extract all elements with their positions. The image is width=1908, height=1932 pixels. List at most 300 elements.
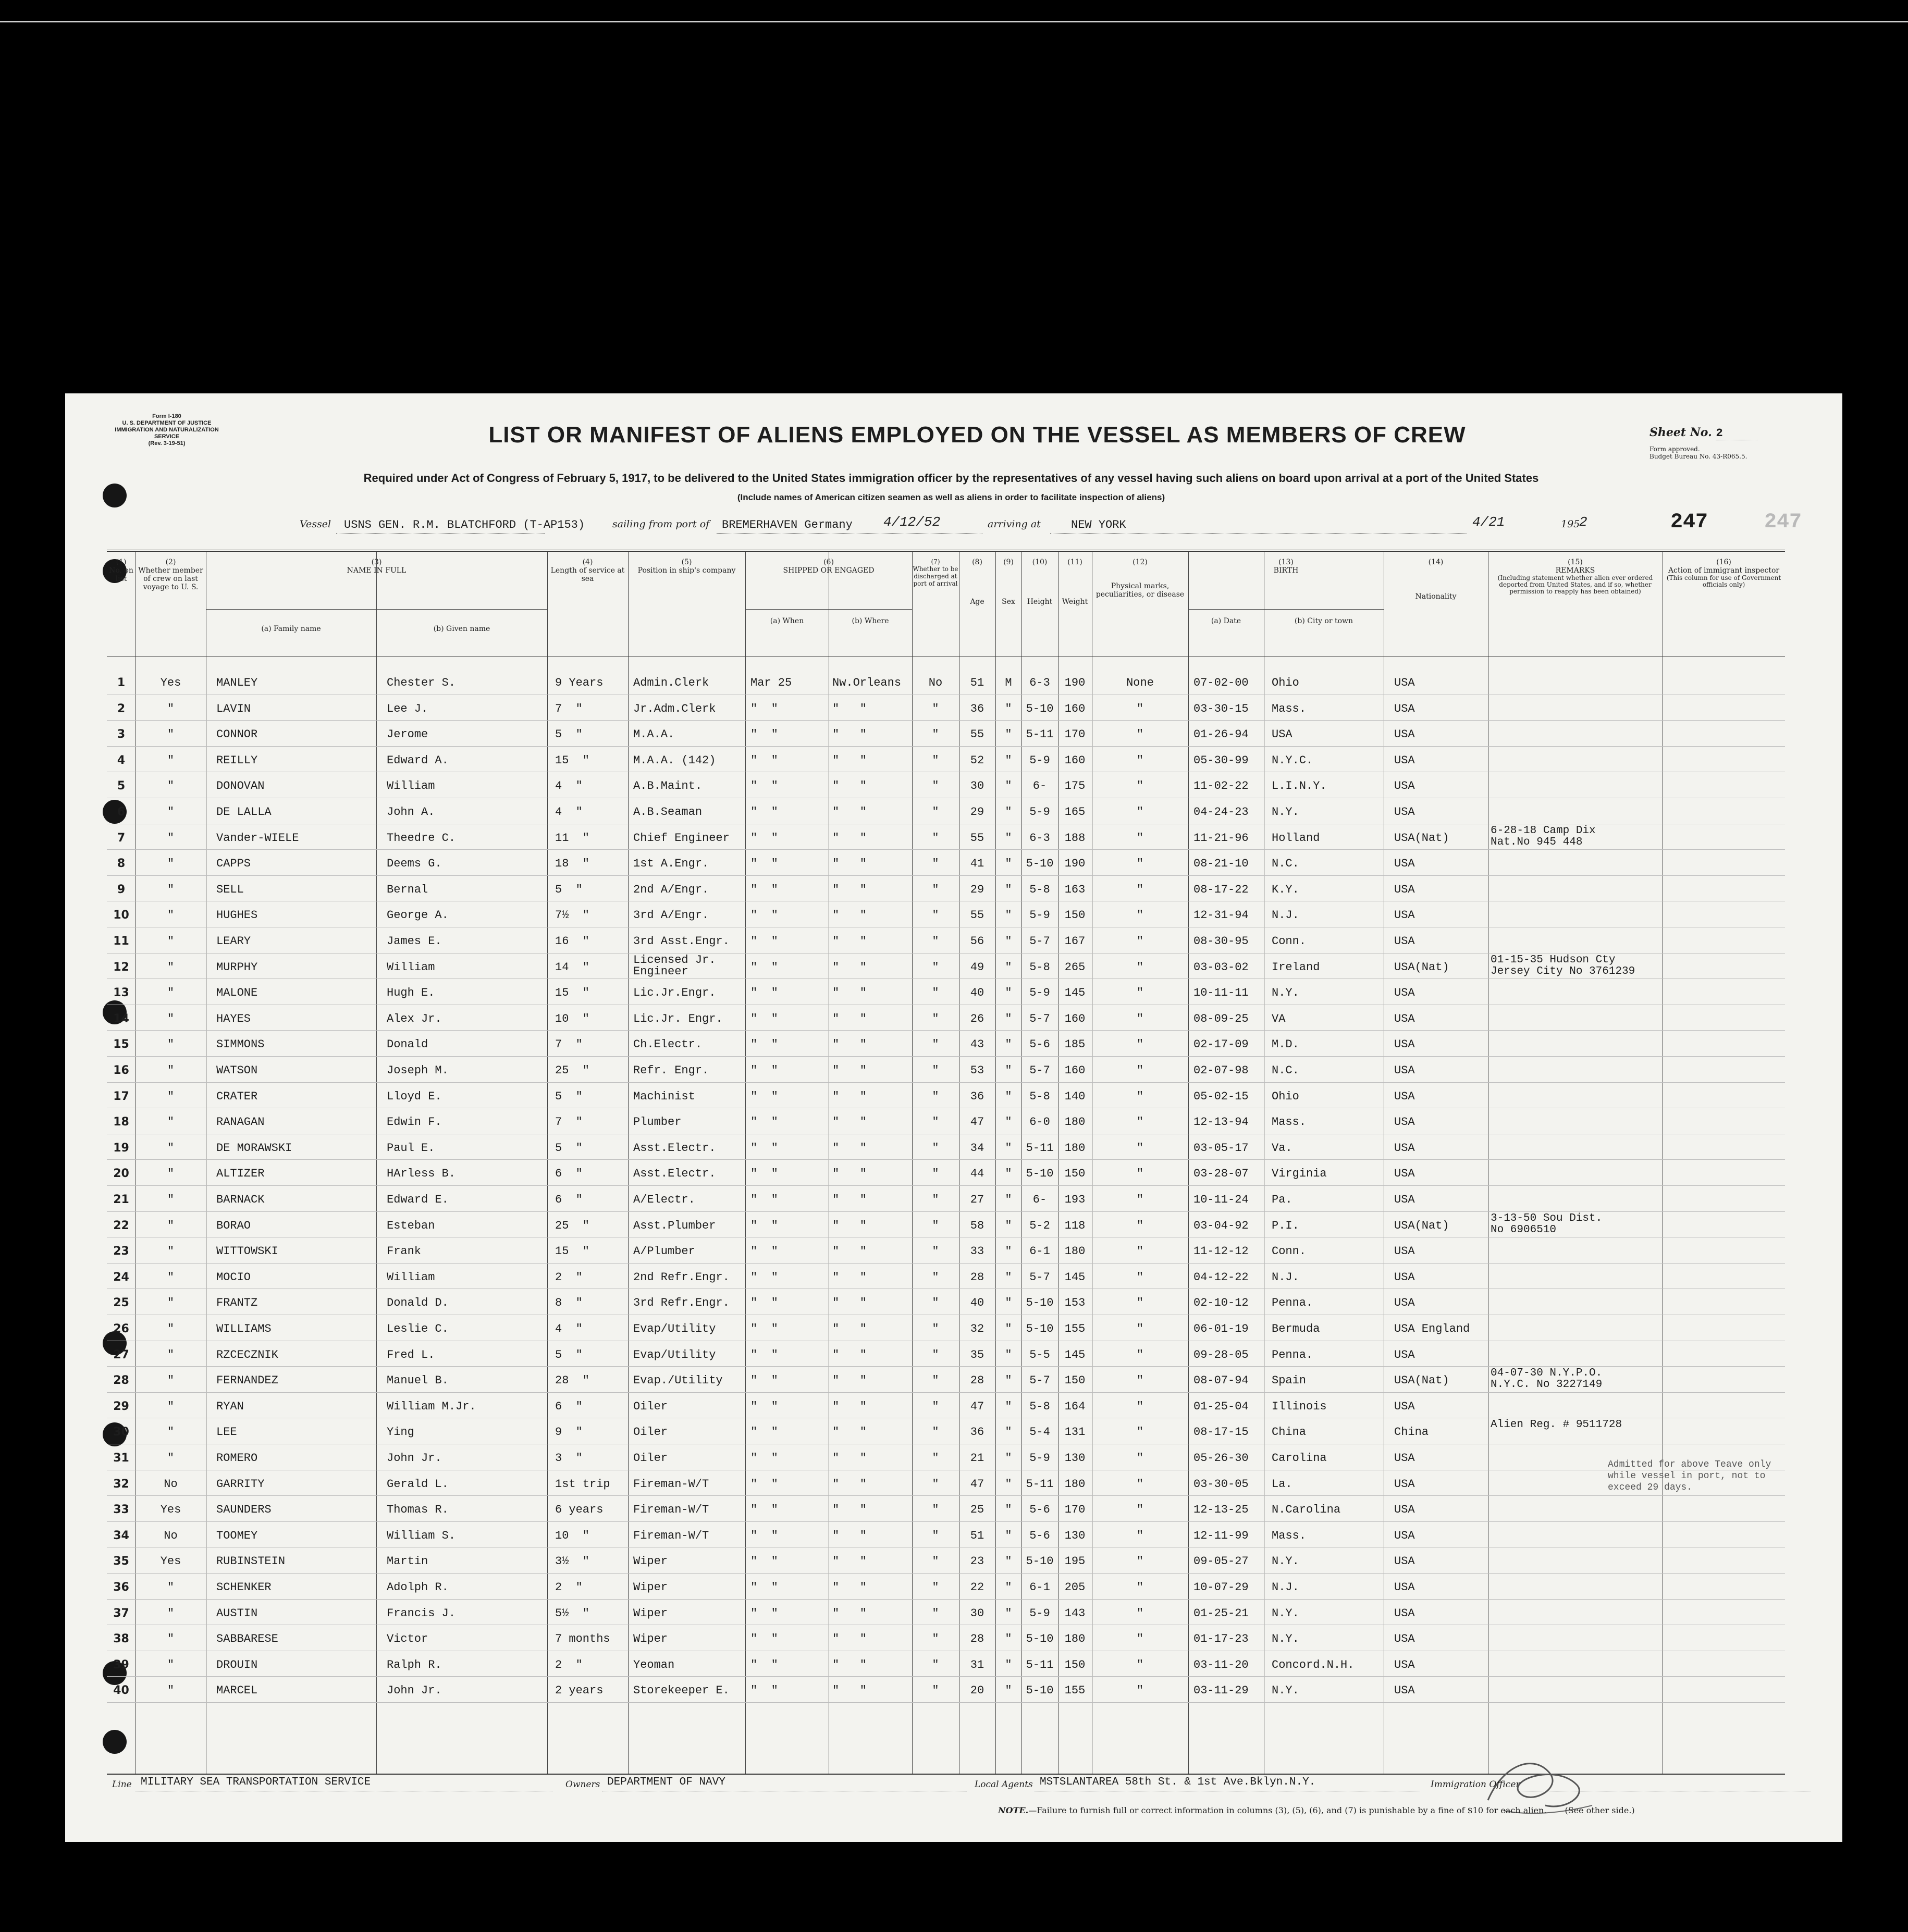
- cell-height: 5-5: [1029, 1348, 1050, 1361]
- cell-shipped-where: " ": [832, 1038, 867, 1051]
- cell-family-name: CAPPS: [216, 857, 251, 871]
- cell-height: 6-3: [1029, 831, 1050, 845]
- cell-birth-city: Ohio: [1272, 1089, 1299, 1103]
- cell-physical-marks: ": [1136, 1296, 1144, 1310]
- header-birth-date: (a) Date: [1211, 617, 1241, 625]
- cell-shipped-when: " ": [750, 960, 778, 974]
- cell-discharge: ": [932, 806, 939, 819]
- cell-discharge: ": [932, 1684, 939, 1698]
- cell-given-name: Esteban: [387, 1219, 435, 1232]
- cell-nationality: USA: [1394, 1012, 1415, 1025]
- table-row: [107, 1212, 1785, 1238]
- cell-nationality: USA(Nat): [1394, 831, 1449, 845]
- table-row: [107, 1237, 1785, 1264]
- cell-given-name: Lloyd E.: [387, 1089, 442, 1103]
- cell-weight: 145: [1064, 986, 1086, 1000]
- row-number: 26: [113, 1322, 129, 1335]
- cell-family-name: FRANTZ: [216, 1296, 258, 1310]
- cell-height: 6-0: [1029, 1116, 1050, 1129]
- cell-nationality: USA: [1394, 1167, 1415, 1181]
- cell-height: 6-3: [1029, 676, 1050, 689]
- cell-shipped-where: " ": [832, 1503, 867, 1517]
- cell-family-name: MOCIO: [216, 1270, 251, 1284]
- cell-sex: ": [1005, 753, 1012, 767]
- cell-physical-marks: None: [1126, 676, 1154, 689]
- cell-remarks: 04-07-30 N.Y.P.O. N.Y.C. No 3227149: [1491, 1367, 1603, 1391]
- cell-age: 47: [970, 1400, 984, 1413]
- cell-shipped-where: " ": [832, 1116, 867, 1129]
- cell-family-name: HUGHES: [216, 909, 258, 922]
- table-row: [107, 1651, 1785, 1677]
- cell-given-name: Chester S.: [387, 676, 456, 689]
- cell-position: M.A.A.: [633, 728, 675, 741]
- row-number: 37: [113, 1606, 129, 1620]
- cell-discharge: ": [932, 1012, 939, 1025]
- cell-birth-date: 03-30-15: [1193, 702, 1249, 715]
- header-given-name: (b) Given name: [433, 625, 490, 633]
- cell-physical-marks: ": [1136, 1684, 1144, 1698]
- cell-last-voyage: ": [167, 1426, 175, 1439]
- cell-nationality: USA: [1394, 779, 1415, 793]
- cell-given-name: William S.: [387, 1529, 456, 1542]
- header-position: (5) Position in ship's company: [637, 558, 736, 575]
- cell-family-name: DONOVAN: [216, 779, 265, 793]
- cell-discharge: ": [932, 1141, 939, 1155]
- cell-given-name: William: [387, 960, 435, 974]
- header-shipped-where: (b) Where: [852, 617, 889, 625]
- table-row: [107, 1600, 1785, 1626]
- cell-shipped-where: " ": [832, 1529, 867, 1542]
- cell-birth-city: Pa.: [1272, 1193, 1292, 1206]
- cell-shipped-when: " ": [750, 1632, 778, 1646]
- cell-last-voyage: Yes: [160, 676, 181, 689]
- table-row: [107, 1547, 1785, 1574]
- cell-age: 44: [970, 1167, 984, 1181]
- cell-sex: ": [1005, 1322, 1012, 1335]
- cell-birth-city: N.Y.: [1272, 1632, 1299, 1646]
- cell-service-length: 15 ": [555, 986, 590, 1000]
- crew-table: [107, 550, 1785, 1775]
- cell-discharge: ": [932, 986, 939, 1000]
- cell-given-name: Edwin F.: [387, 1116, 442, 1129]
- cell-service-length: 7 months: [555, 1632, 610, 1646]
- cell-service-length: 6 ": [555, 1400, 583, 1413]
- cell-last-voyage: ": [167, 1038, 175, 1051]
- cell-given-name: William: [387, 1270, 435, 1284]
- cell-given-name: Leslie C.: [387, 1322, 449, 1335]
- cell-height: 5-10: [1026, 1684, 1054, 1698]
- cell-age: 26: [970, 1012, 984, 1025]
- table-row: [107, 695, 1785, 721]
- cell-physical-marks: ": [1136, 1426, 1144, 1439]
- cell-weight: 143: [1064, 1606, 1086, 1620]
- header-birth-city: (b) City or town: [1294, 617, 1353, 625]
- cell-family-name: SIMMONS: [216, 1038, 265, 1051]
- cell-sex: ": [1005, 1167, 1012, 1181]
- cell-physical-marks: ": [1136, 831, 1144, 845]
- cell-last-voyage: ": [167, 1012, 175, 1025]
- cell-birth-city: Ireland: [1272, 960, 1320, 974]
- cell-sex: ": [1005, 1400, 1012, 1413]
- cell-shipped-when: " ": [750, 1348, 778, 1361]
- cell-shipped-where: " ": [832, 1400, 867, 1413]
- cell-last-voyage: ": [167, 831, 175, 845]
- cell-shipped-when: " ": [750, 1245, 778, 1258]
- cell-birth-date: 08-21-10: [1193, 857, 1249, 871]
- cell-physical-marks: ": [1136, 1632, 1144, 1646]
- cell-weight: 190: [1064, 857, 1086, 871]
- table-row: [107, 927, 1785, 953]
- cell-physical-marks: ": [1136, 1477, 1144, 1491]
- header-shipped-when: (a) When: [770, 617, 804, 625]
- cell-position: Chief Engineer: [633, 831, 730, 845]
- cell-height: 5-10: [1026, 1167, 1054, 1181]
- cell-height: 6-: [1032, 779, 1047, 793]
- cell-service-length: 10 ": [555, 1012, 590, 1025]
- cell-given-name: William M.Jr.: [387, 1400, 476, 1413]
- cell-given-name: Manuel B.: [387, 1374, 449, 1388]
- cell-physical-marks: ": [1136, 702, 1144, 715]
- cell-weight: 155: [1064, 1684, 1086, 1698]
- cell-age: 21: [970, 1452, 984, 1465]
- cell-birth-date: 09-28-05: [1193, 1348, 1249, 1361]
- cell-given-name: Theedre C.: [387, 831, 456, 845]
- cell-last-voyage: ": [167, 1245, 175, 1258]
- cell-birth-city: N.C.: [1272, 1064, 1299, 1077]
- row-number: 21: [113, 1193, 129, 1206]
- cell-family-name: LEARY: [216, 935, 251, 948]
- cell-physical-marks: ": [1136, 1581, 1144, 1594]
- cell-height: 5-11: [1026, 1658, 1054, 1671]
- cell-family-name: SABBARESE: [216, 1632, 278, 1646]
- cell-last-voyage: ": [167, 1193, 175, 1206]
- table-row: [107, 1186, 1785, 1212]
- cell-sex: ": [1005, 986, 1012, 1000]
- cell-discharge: ": [932, 857, 939, 871]
- cell-position: Admin.Clerk: [633, 676, 709, 689]
- cell-physical-marks: ": [1136, 857, 1144, 871]
- table-row: [107, 1083, 1785, 1109]
- cell-given-name: Ying: [387, 1426, 414, 1439]
- cell-height: 5-9: [1029, 1452, 1050, 1465]
- table-row: [107, 772, 1785, 798]
- table-row: [107, 747, 1785, 773]
- cell-shipped-where: " ": [832, 728, 867, 741]
- cell-height: 5-9: [1029, 1606, 1050, 1620]
- cell-age: 25: [970, 1503, 984, 1517]
- cell-given-name: Joseph M.: [387, 1064, 449, 1077]
- local-agents: MSTSLANTAREA 58th St. & 1st Ave.Bklyn.N.Y.: [1040, 1776, 1316, 1788]
- table-row: [107, 1496, 1785, 1522]
- cell-service-length: 2 ": [555, 1658, 583, 1671]
- cell-family-name: WITTOWSKI: [216, 1245, 278, 1258]
- cell-birth-date: 06-01-19: [1193, 1322, 1249, 1335]
- cell-last-voyage: ": [167, 806, 175, 819]
- cell-nationality: USA: [1394, 935, 1415, 948]
- cell-family-name: DE MORAWSKI: [216, 1141, 292, 1155]
- cell-birth-date: 02-10-12: [1193, 1296, 1249, 1310]
- cell-given-name: Gerald L.: [387, 1477, 449, 1491]
- cell-sex: ": [1005, 1116, 1012, 1129]
- cell-shipped-where: " ": [832, 1167, 867, 1181]
- cell-family-name: RYAN: [216, 1400, 244, 1413]
- cell-shipped-where: " ": [832, 986, 867, 1000]
- table-row: [107, 1264, 1785, 1290]
- cell-family-name: SCHENKER: [216, 1581, 272, 1594]
- row-number: 25: [113, 1296, 129, 1310]
- cell-physical-marks: ": [1136, 1193, 1144, 1206]
- cell-birth-city: N.Y.: [1272, 806, 1299, 819]
- cell-physical-marks: ": [1136, 1167, 1144, 1181]
- cell-birth-city: Illinois: [1272, 1400, 1327, 1413]
- cell-nationality: USA: [1394, 1348, 1415, 1361]
- cell-given-name: Victor: [387, 1632, 428, 1646]
- cell-discharge: ": [932, 1632, 939, 1646]
- row-number: 30: [113, 1426, 129, 1439]
- cell-physical-marks: ": [1136, 753, 1144, 767]
- cell-weight: 164: [1064, 1400, 1086, 1413]
- cell-birth-date: 01-25-21: [1193, 1606, 1249, 1620]
- header-height: (10) Height: [1027, 558, 1053, 606]
- cell-family-name: AUSTIN: [216, 1606, 258, 1620]
- cell-position: 2nd Refr.Engr.: [633, 1270, 730, 1284]
- cell-birth-date: 02-07-98: [1193, 1064, 1249, 1077]
- cell-shipped-when: " ": [750, 1064, 778, 1077]
- cell-weight: 205: [1064, 1581, 1086, 1594]
- cell-shipped-when: " ": [750, 1296, 778, 1310]
- cell-birth-date: 02-17-09: [1193, 1038, 1249, 1051]
- cell-shipped-where: " ": [832, 702, 867, 715]
- cell-nationality: USA: [1394, 1064, 1415, 1077]
- cell-birth-city: Mass.: [1272, 1116, 1307, 1129]
- cell-birth-city: N.J.: [1272, 909, 1299, 922]
- cell-discharge: ": [932, 779, 939, 793]
- cell-physical-marks: ": [1136, 1219, 1144, 1232]
- cell-discharge: No: [928, 676, 943, 689]
- cell-birth-city: N.Carolina: [1272, 1503, 1341, 1517]
- table-row: [107, 1470, 1785, 1496]
- table-row: [107, 798, 1785, 824]
- cell-last-voyage: ": [167, 779, 175, 793]
- cell-position: Refr. Engr.: [633, 1064, 709, 1077]
- cell-weight: 180: [1064, 1116, 1086, 1129]
- arrival-date: 4/21: [1472, 514, 1505, 530]
- cell-shipped-where: " ": [832, 1632, 867, 1646]
- cell-birth-city: China: [1272, 1426, 1307, 1439]
- cell-nationality: USA: [1394, 728, 1415, 741]
- cell-family-name: GARRITY: [216, 1477, 265, 1491]
- cell-height: 5-8: [1029, 960, 1050, 974]
- cell-nationality: USA: [1394, 753, 1415, 767]
- cell-service-length: 6 ": [555, 1193, 583, 1206]
- cell-age: 27: [970, 1193, 984, 1206]
- cell-position: Lic.Jr. Engr.: [633, 1012, 723, 1025]
- cell-birth-city: VA: [1272, 1012, 1286, 1025]
- table-row: [107, 1522, 1785, 1548]
- cell-last-voyage: ": [167, 1322, 175, 1335]
- header-discharge: (7) Whether to be discharged at port of arrival: [913, 558, 958, 587]
- cell-given-name: Donald D.: [387, 1296, 449, 1310]
- cell-nationality: USA: [1394, 1270, 1415, 1284]
- cell-position: Fireman-W/T: [633, 1503, 709, 1517]
- cell-service-length: 9 Years: [555, 676, 604, 689]
- cell-shipped-where: " ": [832, 1658, 867, 1671]
- cell-shipped-when: " ": [750, 1141, 778, 1155]
- cell-birth-city: Carolina: [1272, 1452, 1327, 1465]
- cell-shipped-when: " ": [750, 1167, 778, 1181]
- cell-birth-date: 10-11-11: [1193, 986, 1249, 1000]
- cell-discharge: ": [932, 1038, 939, 1051]
- cell-position: Fireman-W/T: [633, 1477, 709, 1491]
- cell-last-voyage: ": [167, 1089, 175, 1103]
- cell-weight: 150: [1064, 909, 1086, 922]
- cell-position: Evap/Utility: [633, 1322, 716, 1335]
- cell-age: 20: [970, 1684, 984, 1698]
- cell-position: Asst.Electr.: [633, 1141, 716, 1155]
- cell-birth-city: Holland: [1272, 831, 1320, 845]
- cell-weight: 193: [1064, 1193, 1086, 1206]
- cell-position: Yeoman: [633, 1658, 675, 1671]
- cell-given-name: John A.: [387, 806, 435, 819]
- cell-birth-city: La.: [1272, 1477, 1292, 1491]
- cell-birth-date: 05-30-99: [1193, 753, 1249, 767]
- cell-shipped-when: " ": [750, 1684, 778, 1698]
- cell-birth-city: K.Y.: [1272, 883, 1299, 896]
- cell-height: 5-9: [1029, 753, 1050, 767]
- cell-age: 55: [970, 909, 984, 922]
- row-number: 24: [113, 1270, 129, 1284]
- cell-age: 36: [970, 1426, 984, 1439]
- cell-age: 53: [970, 1064, 984, 1077]
- cell-last-voyage: No: [164, 1477, 178, 1491]
- cell-weight: 185: [1064, 1038, 1086, 1051]
- cell-given-name: Lee J.: [387, 702, 428, 715]
- cell-birth-date: 12-31-94: [1193, 909, 1249, 922]
- cell-shipped-when: " ": [750, 1012, 778, 1025]
- cell-height: 5-7: [1029, 1270, 1050, 1284]
- cell-service-length: 8 ": [555, 1296, 583, 1310]
- cell-discharge: ": [932, 909, 939, 922]
- cell-shipped-where: " ": [832, 857, 867, 871]
- cell-given-name: Edward A.: [387, 753, 449, 767]
- cell-family-name: TOOMEY: [216, 1529, 258, 1542]
- cell-service-length: 7½ ": [555, 909, 590, 922]
- cell-discharge: ": [932, 1374, 939, 1388]
- cell-sex: ": [1005, 1632, 1012, 1646]
- cell-position: A.B.Maint.: [633, 779, 703, 793]
- cell-birth-date: 11-21-96: [1193, 831, 1249, 845]
- cell-nationality: USA: [1394, 1477, 1415, 1491]
- cell-weight: 150: [1064, 1658, 1086, 1671]
- cell-sex: ": [1005, 1064, 1012, 1077]
- cell-weight: 188: [1064, 831, 1086, 845]
- cell-nationality: USA: [1394, 986, 1415, 1000]
- cell-weight: 160: [1064, 702, 1086, 715]
- cell-physical-marks: ": [1136, 1606, 1144, 1620]
- cell-discharge: ": [932, 702, 939, 715]
- cell-family-name: MARCEL: [216, 1684, 258, 1698]
- cell-weight: 190: [1064, 676, 1086, 689]
- cell-birth-date: 11-12-12: [1193, 1245, 1249, 1258]
- cell-service-length: 18 ": [555, 857, 590, 871]
- cell-age: 58: [970, 1219, 984, 1232]
- sheet-number: Sheet No. 2: [1650, 426, 1757, 440]
- row-number: 28: [113, 1374, 129, 1388]
- cell-weight: 153: [1064, 1296, 1086, 1310]
- table-row: [107, 1574, 1785, 1600]
- cell-physical-marks: ": [1136, 1012, 1144, 1025]
- cell-physical-marks: ": [1136, 960, 1144, 974]
- admission-annotation: Admitted for above Teave only while vessel in port, not to exceed 29 days.: [1608, 1459, 1771, 1493]
- cell-height: 5-7: [1029, 935, 1050, 948]
- cell-last-voyage: ": [167, 1348, 175, 1361]
- cell-physical-marks: ": [1136, 1116, 1144, 1129]
- cell-service-length: 3½ ": [555, 1555, 590, 1568]
- row-number: 27: [113, 1348, 129, 1361]
- cell-birth-date: 03-03-02: [1193, 960, 1249, 974]
- cell-last-voyage: ": [167, 1219, 175, 1232]
- cell-height: 5-7: [1029, 1064, 1050, 1077]
- cell-position: A.B.Seaman: [633, 806, 703, 819]
- cell-nationality: USA: [1394, 702, 1415, 715]
- cell-sex: ": [1005, 831, 1012, 845]
- arrival-port: NEW YORK: [1071, 518, 1126, 531]
- cell-shipped-where: " ": [832, 1270, 867, 1284]
- cell-height: 5-6: [1029, 1503, 1050, 1517]
- cell-age: 47: [970, 1477, 984, 1491]
- cell-position: 2nd A/Engr.: [633, 883, 709, 896]
- cell-height: 5-10: [1026, 1296, 1054, 1310]
- cell-position: Asst.Electr.: [633, 1167, 716, 1181]
- row-number: 34: [113, 1529, 129, 1542]
- cell-discharge: ": [932, 1658, 939, 1671]
- cell-sex: ": [1005, 1529, 1012, 1542]
- cell-height: 6-1: [1029, 1581, 1050, 1594]
- cell-physical-marks: ": [1136, 1064, 1144, 1077]
- cell-sex: ": [1005, 806, 1012, 819]
- cell-age: 52: [970, 753, 984, 767]
- cell-nationality: USA(Nat): [1394, 960, 1449, 974]
- cell-service-length: 14 ": [555, 960, 590, 974]
- vessel-name: USNS GEN. R.M. BLATCHFORD (T-AP153): [344, 518, 585, 531]
- cell-discharge: ": [932, 1555, 939, 1568]
- cell-birth-city: Concord.N.H.: [1272, 1658, 1355, 1671]
- cell-weight: 160: [1064, 1064, 1086, 1077]
- cell-remarks: Alien Reg. # 9511728: [1491, 1419, 1622, 1431]
- cell-birth-city: M.D.: [1272, 1038, 1299, 1051]
- cell-shipped-when: " ": [750, 1219, 778, 1232]
- cell-age: 55: [970, 728, 984, 741]
- table-row: [107, 876, 1785, 902]
- cell-family-name: RUBINSTEIN: [216, 1555, 286, 1568]
- cell-service-length: 7 ": [555, 1116, 583, 1129]
- cell-birth-city: N.Y.: [1272, 986, 1299, 1000]
- cell-service-length: 16 ": [555, 935, 590, 948]
- cell-weight: 170: [1064, 1503, 1086, 1517]
- cell-discharge: ": [932, 1529, 939, 1542]
- cell-physical-marks: ": [1136, 1452, 1144, 1465]
- cell-nationality: USA: [1394, 883, 1415, 896]
- cell-weight: 145: [1064, 1270, 1086, 1284]
- cell-birth-date: 03-04-92: [1193, 1219, 1249, 1232]
- row-number: 13: [113, 986, 129, 1000]
- cell-nationality: USA: [1394, 1632, 1415, 1646]
- cell-weight: 165: [1064, 806, 1086, 819]
- cell-sex: ": [1005, 857, 1012, 871]
- cell-nationality: USA: [1394, 1581, 1415, 1594]
- cell-shipped-when: " ": [750, 1089, 778, 1103]
- cell-sex: ": [1005, 1296, 1012, 1310]
